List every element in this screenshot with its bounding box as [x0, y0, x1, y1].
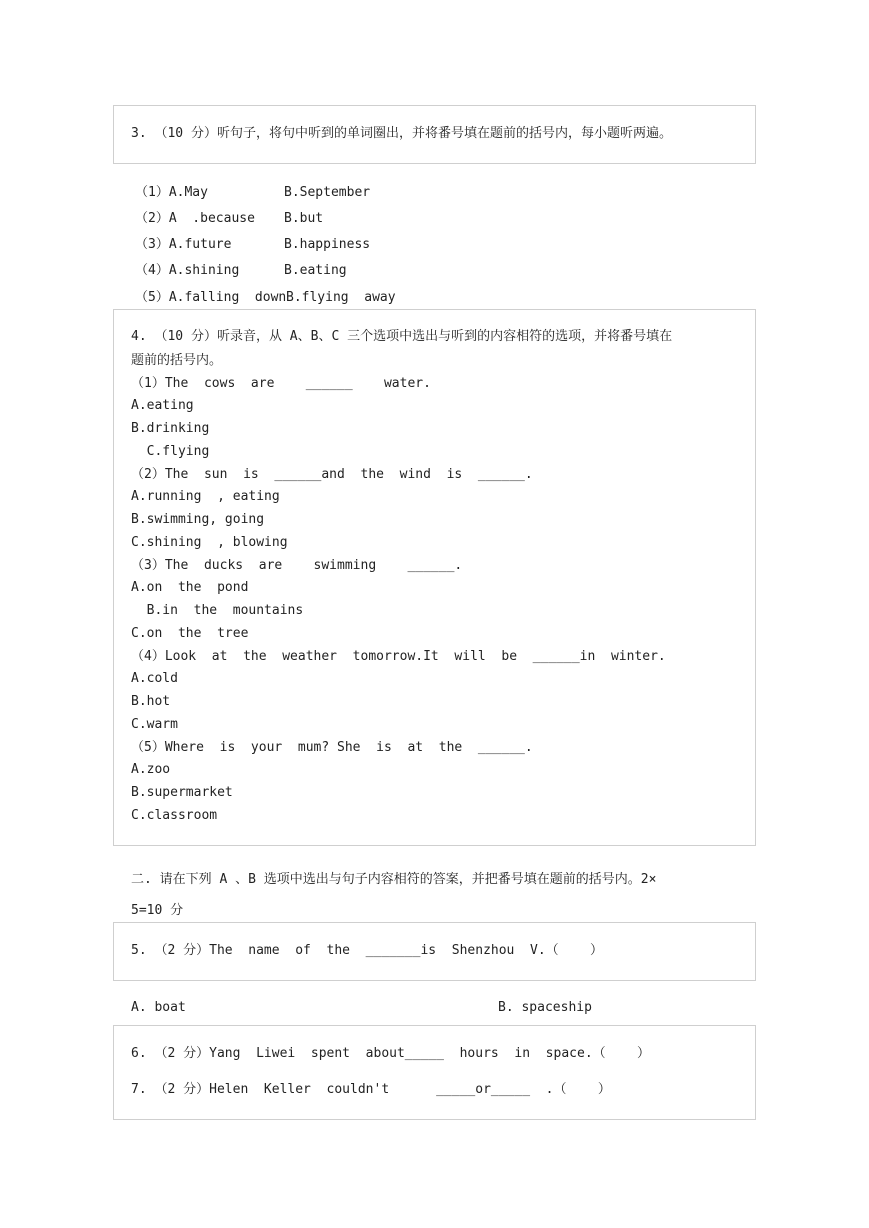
q4-line: （2）The sun is ______and the wind is ______.	[131, 467, 533, 482]
question-5-box	[113, 922, 756, 981]
q3-row-4-a: （4）A.shining	[135, 263, 240, 278]
q4-line: B.swimming, going	[131, 512, 265, 527]
q4-line: B.supermarket	[131, 785, 233, 800]
q4-line: C.flying	[131, 444, 210, 459]
q3-row-3-b: B.happiness	[284, 237, 371, 252]
q4-line: （1）The cows are ______ water.	[131, 376, 431, 391]
q4-line: B.in the mountains	[131, 603, 304, 618]
q4-line: B.hot	[131, 694, 171, 709]
q3-row-5-a: （5）A.falling down	[135, 290, 287, 305]
question-7-text: 7. （2 分）Helen Keller couldn't _____or_____ .（ ）	[131, 1082, 611, 1097]
q4-line: A.on the pond	[131, 580, 249, 595]
q4-line: C.warm	[131, 717, 178, 732]
q5-option-a: A. boat	[131, 1000, 186, 1015]
q3-row-2-a: （2）A .because	[135, 211, 255, 226]
q4-line: A.zoo	[131, 762, 171, 777]
question-6-text: 6. （2 分）Yang Liwei spent about_____ hours in space.（ ）	[131, 1046, 650, 1061]
question-4-title-line-2: 题前的括号内。	[131, 353, 223, 368]
q3-row-1-a: （1）A.May	[135, 185, 208, 200]
q4-line: （4）Look at the weather tomorrow.It will be ______in winter.	[131, 649, 666, 664]
question-4-title-line-1: 4. （10 分）听录音，从 A、B、C 三个选项中选出与听到的内容相符的选项，并将番号填在	[131, 329, 673, 344]
q4-line: A.eating	[131, 398, 194, 413]
q3-row-4-b: B.eating	[284, 263, 347, 278]
q3-row-5-b: B.flying away	[286, 290, 396, 305]
q3-row-1-b: B.September	[284, 185, 371, 200]
q4-line: （5）Where is your mum? She is at the ______.	[131, 740, 533, 755]
q4-line: C.on the tree	[131, 626, 249, 641]
question-3-title: 3. （10 分）听句子，将句中听到的单词圈出，并将番号填在题前的括号内，每小题听两遍。	[131, 126, 672, 141]
q5-option-b: B. spaceship	[498, 1000, 592, 1015]
question-5-text: 5. （2 分）The name of the _______is Shenzhou V.（ ）	[131, 943, 603, 958]
section-2-heading-line-1: 二. 请在下列 A 、B 选项中选出与句子内容相符的答案，并把番号填在题前的括号内。2×	[131, 872, 657, 887]
q4-line: C.classroom	[131, 808, 218, 823]
q4-line: A.cold	[131, 671, 178, 686]
question-3-box	[113, 105, 756, 164]
q3-row-2-b: B.but	[284, 211, 324, 226]
question-6-7-box	[113, 1025, 756, 1120]
q3-row-3-a: （3）A.future	[135, 237, 232, 252]
q4-line: C.shining , blowing	[131, 535, 288, 550]
q4-line: B.drinking	[131, 421, 210, 436]
q4-line: A.running , eating	[131, 489, 280, 504]
section-2-heading-line-2: 5=10 分	[131, 903, 184, 918]
q4-line: （3）The ducks are swimming ______.	[131, 558, 463, 573]
question-4-box	[113, 309, 756, 846]
